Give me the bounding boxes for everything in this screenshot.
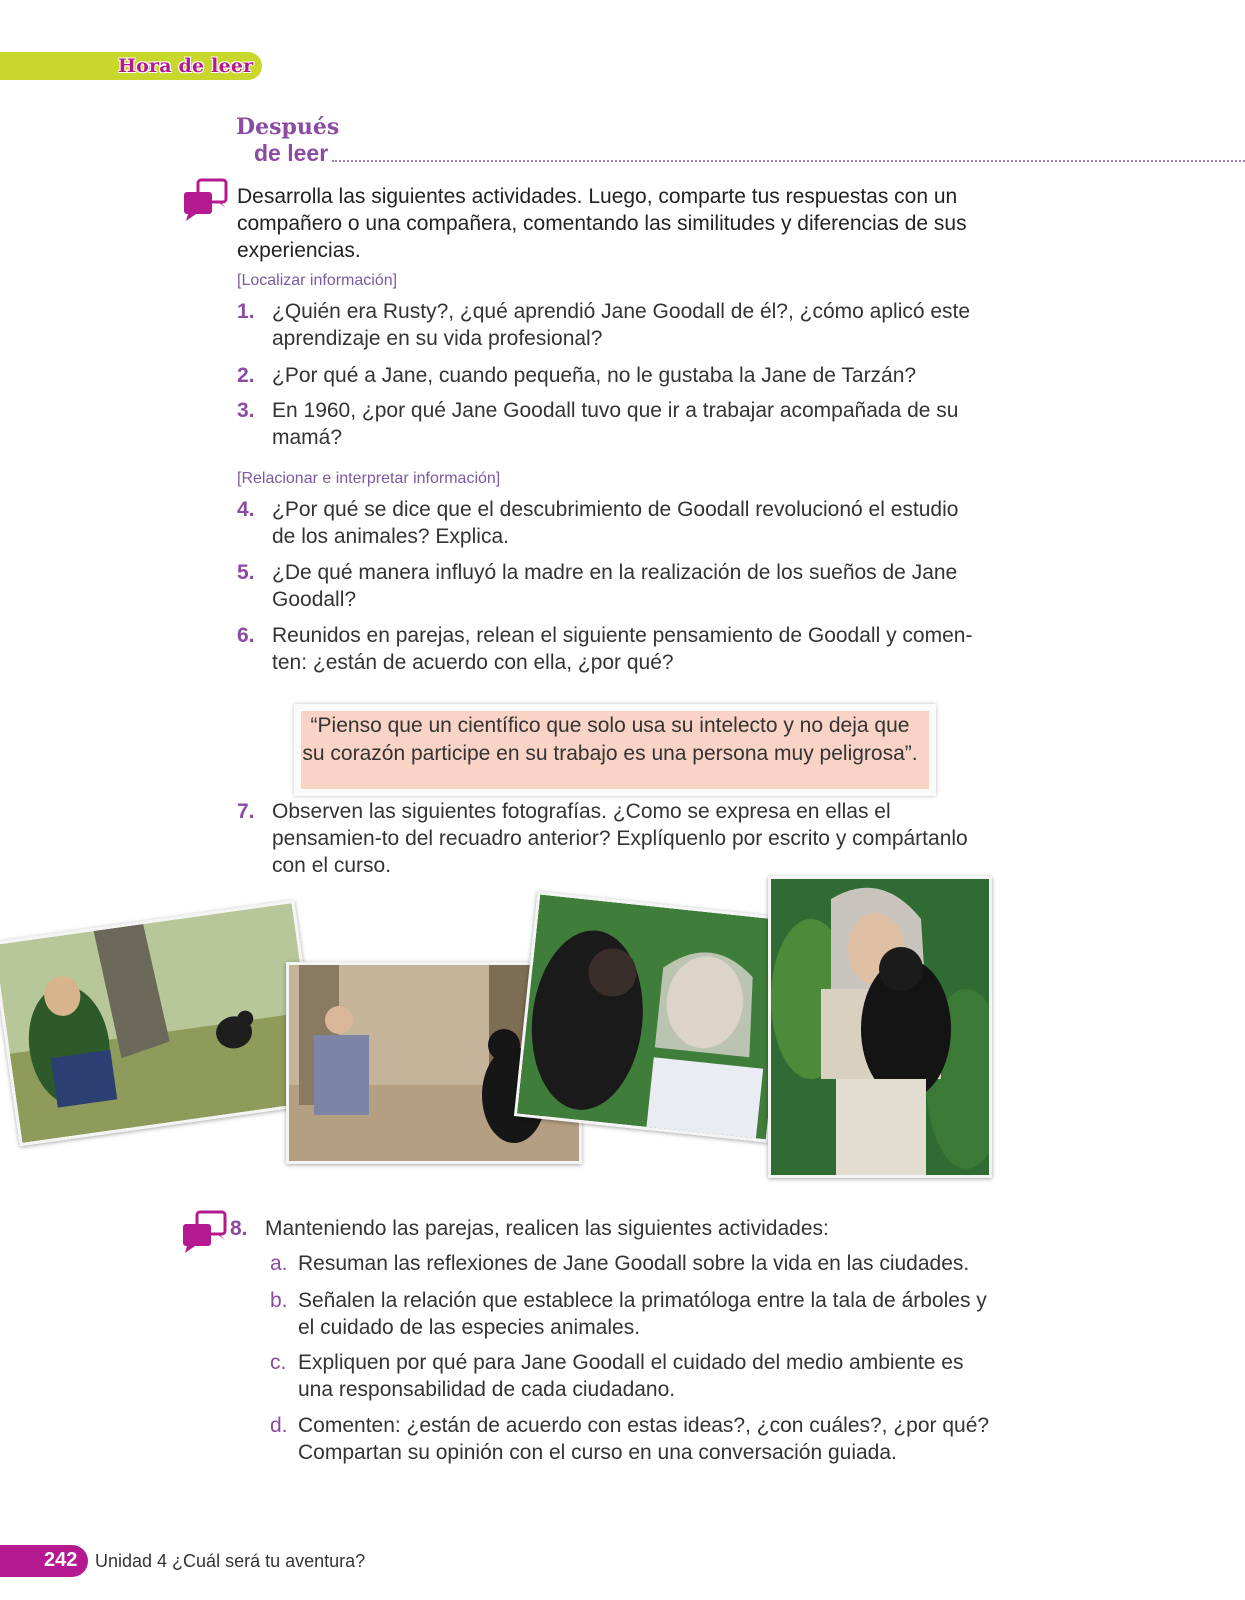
speech-bubbles-icon — [182, 178, 230, 222]
question-item — [237, 397, 982, 451]
question-number: 7. — [237, 800, 255, 823]
question-item — [230, 1215, 975, 1242]
question-number: 6. — [237, 624, 255, 647]
question-text: ¿Quién era Rusty?, ¿qué aprendió Jane Goodall de él?, ¿cómo aplicó este aprendizaje en su vida profesional? — [272, 300, 971, 350]
subitem-text: Señalen la relación que establece la primatóloga entre la tala de árboles y el cuidado de las especies animales. — [298, 1289, 987, 1339]
subitem — [270, 1349, 990, 1403]
question-number: 8. — [230, 1217, 248, 1240]
section-title-line1: Después — [236, 114, 340, 140]
question-number: 3. — [237, 399, 255, 422]
footer-unit-title: Unidad 4 ¿Cuál será tu aventura? — [95, 1551, 366, 1571]
subitem — [270, 1250, 990, 1277]
question-text: ¿De qué manera influyó la madre en la realización de los sueños de Jane Goodall? — [272, 561, 958, 611]
subitem-letter: b. — [270, 1289, 288, 1312]
question-number: 5. — [237, 561, 255, 584]
photo-goodall-face-to-face-chimp — [514, 891, 792, 1143]
question-item — [237, 559, 982, 613]
photo-goodall-hugging-chimp — [768, 876, 992, 1178]
quote-text: “Pienso que un científico que solo usa su intelecto y no deja que su corazón participe en su trabajo es una persona muy peligrosa”. — [302, 714, 918, 765]
question-item — [237, 798, 982, 879]
speech-bubbles-icon — [181, 1210, 229, 1254]
subitem-letter: c. — [270, 1351, 287, 1374]
question-text: Manteniendo las parejas, realicen las siguientes actividades: — [265, 1217, 829, 1240]
subitem-letter: d. — [270, 1414, 288, 1437]
question-text: ¿Por qué a Jane, cuando pequeña, no le gustaba la Jane de Tarzán? — [272, 364, 917, 387]
question-text: En 1960, ¿por qué Jane Goodall tuvo que ir a trabajar acompañada de su mamá? — [272, 399, 959, 449]
subitem — [270, 1287, 990, 1341]
section-divider — [332, 160, 1245, 162]
subitem-text: Resuman las reflexiones de Jane Goodall sobre la vida en las ciudades. — [298, 1252, 970, 1275]
photo-goodall-feeding-chimp — [0, 900, 323, 1147]
question-item — [237, 298, 982, 352]
intro-paragraph: Desarrolla las siguientes actividades. Luego, comparte tus respuestas con un compañero o una compañera, comentando las similitudes y diferencias de sus experiencias. — [237, 185, 967, 262]
header-tab-label: Hora de leer — [118, 55, 254, 77]
question-item — [237, 496, 982, 550]
question-item — [237, 622, 982, 676]
question-text: ¿Por qué se dice que el descubrimiento de Goodall revolucionó el estudio de los animales? Explica. — [272, 498, 959, 548]
category-locate: [Localizar información] — [237, 272, 398, 289]
question-item — [237, 362, 982, 389]
subitem — [270, 1412, 990, 1466]
question-text: Observen las siguientes fotografías. ¿Como se expresa en ellas el pensamien-to del recuadro anterior? Explíquenlo por escrito y compártanlo con el curso. — [272, 800, 968, 877]
question-number: 2. — [237, 364, 255, 387]
question-number: 1. — [237, 300, 255, 323]
subitem-text: Expliquen por qué para Jane Goodall el cuidado del medio ambiente es una responsabilidad de cada ciudadano. — [298, 1351, 964, 1401]
question-number: 4. — [237, 498, 255, 521]
question-text: Reunidos en parejas, relean el siguiente pensamiento de Goodall y comen-ten: ¿están de acuerdo con ella, ¿por qué? — [272, 624, 973, 674]
section-title-line2: de leer — [254, 140, 329, 166]
subitem-letter: a. — [270, 1252, 288, 1275]
page-number: 242 — [44, 1549, 78, 1571]
category-relate: [Relacionar e interpretar información] — [237, 470, 501, 487]
subitem-text: Comenten: ¿están de acuerdo con estas ideas?, ¿con cuáles?, ¿por qué? Compartan su opinión con el curso en una conversación guiada. — [298, 1414, 990, 1464]
